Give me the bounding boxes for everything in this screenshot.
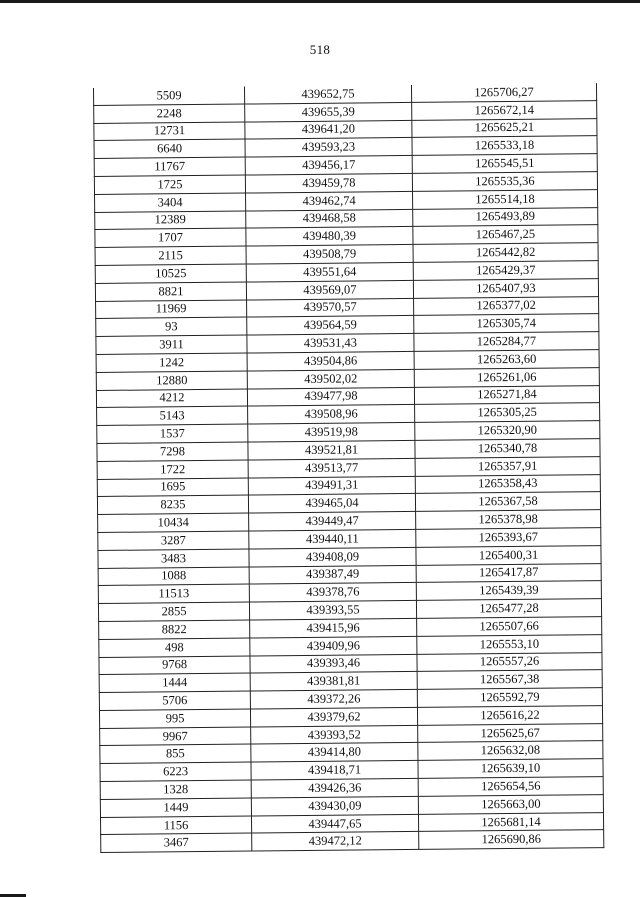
y-coordinate-cell: 1265625,21 [412, 118, 597, 138]
y-coordinate-cell: 1265535,36 [412, 172, 597, 192]
y-coordinate-cell: 1265429,37 [413, 261, 598, 281]
point-number-cell: 3287 [98, 531, 249, 550]
y-coordinate-cell: 1265514,18 [413, 189, 598, 209]
y-coordinate-cell: 1265305,74 [414, 314, 599, 334]
y-coordinate-cell: 1265378,98 [416, 510, 601, 530]
y-coordinate-cell: 1265284,77 [414, 332, 599, 352]
point-number-cell: 11969 [96, 300, 247, 319]
point-number-cell: 1695 [97, 478, 248, 497]
point-number-cell: 8235 [97, 495, 248, 514]
y-coordinate-cell: 1265477,28 [416, 599, 601, 619]
y-coordinate-cell: 1265672,14 [412, 100, 597, 120]
point-number-cell: 1537 [97, 424, 248, 443]
x-coordinate-cell: 439513,77 [248, 458, 415, 477]
y-coordinate-cell: 1265632,08 [418, 741, 603, 761]
y-coordinate-cell: 1265533,18 [412, 136, 597, 156]
y-coordinate-cell: 1265567,38 [417, 670, 602, 690]
y-coordinate-cell: 1265592,79 [417, 688, 602, 708]
point-number-cell: 5509 [93, 87, 244, 106]
y-coordinate-cell: 1265690,86 [419, 830, 604, 850]
page-number: 518 [309, 42, 331, 57]
x-coordinate-cell: 439415,96 [250, 618, 417, 637]
table-row [101, 830, 604, 853]
point-number-cell: 12389 [95, 211, 246, 230]
y-coordinate-cell: 1265320,90 [415, 421, 600, 441]
point-number-cell: 1449 [100, 798, 251, 817]
y-coordinate-cell: 1265493,89 [413, 207, 598, 227]
point-number-cell: 1444 [99, 673, 250, 692]
x-coordinate-cell: 439418,71 [251, 761, 418, 780]
y-coordinate-cell: 1265625,67 [418, 723, 603, 743]
x-coordinate-cell: 439462,74 [246, 191, 413, 210]
x-coordinate-cell: 439465,04 [248, 494, 415, 513]
y-coordinate-cell: 1265393,67 [416, 528, 601, 548]
x-coordinate-cell: 439393,46 [250, 654, 417, 673]
x-coordinate-cell: 439564,59 [247, 316, 414, 335]
point-number-cell: 498 [99, 638, 250, 657]
y-coordinate-cell: 1265507,66 [417, 617, 602, 637]
x-coordinate-cell: 439440,11 [249, 529, 416, 548]
point-number-cell: 3483 [98, 549, 249, 568]
x-coordinate-cell: 439449,47 [249, 512, 416, 531]
x-coordinate-cell: 439508,79 [246, 245, 413, 264]
coordinates-table [93, 83, 604, 853]
point-number-cell: 8821 [95, 282, 246, 301]
x-coordinate-cell: 439641,20 [245, 120, 412, 139]
y-coordinate-cell: 1265400,31 [416, 545, 601, 565]
x-coordinate-cell: 439393,55 [249, 601, 416, 620]
y-coordinate-cell: 1265442,82 [413, 243, 598, 263]
y-coordinate-cell: 1265545,51 [412, 154, 597, 174]
point-number-cell: 11513 [98, 584, 249, 603]
point-number-cell: 5143 [97, 406, 248, 425]
x-coordinate-cell: 439508,96 [248, 405, 415, 424]
point-number-cell: 3911 [96, 335, 247, 354]
x-coordinate-cell: 439426,36 [251, 778, 418, 797]
y-coordinate-cell: 1265357,91 [415, 456, 600, 476]
x-coordinate-cell: 439655,39 [245, 102, 412, 121]
y-coordinate-cell: 1265407,93 [413, 278, 598, 298]
x-coordinate-cell: 439372,26 [250, 690, 417, 709]
y-coordinate-cell: 1265377,02 [414, 296, 599, 316]
table-body [93, 83, 603, 853]
point-number-cell: 2855 [98, 602, 249, 621]
x-coordinate-cell: 439652,75 [244, 85, 411, 104]
x-coordinate-cell: 439472,12 [252, 832, 419, 851]
x-coordinate-cell: 439456,17 [245, 156, 412, 175]
point-number-cell: 1725 [94, 175, 245, 194]
y-coordinate-cell: 1265358,43 [415, 474, 600, 494]
point-number-cell: 10434 [98, 513, 249, 532]
point-number-cell: 1156 [100, 816, 251, 835]
x-coordinate-cell: 439387,49 [249, 565, 416, 584]
x-coordinate-cell: 439459,78 [245, 173, 412, 192]
y-coordinate-cell: 1265654,56 [418, 777, 603, 797]
point-number-cell: 2248 [94, 104, 245, 123]
point-number-cell: 8822 [99, 620, 250, 639]
point-number-cell: 11767 [94, 157, 245, 176]
point-number-cell: 1722 [97, 460, 248, 479]
x-coordinate-cell: 439491,31 [248, 476, 415, 495]
x-coordinate-cell: 439414,80 [251, 743, 418, 762]
x-coordinate-cell: 439521,81 [248, 440, 415, 459]
y-coordinate-cell: 1265261,06 [414, 367, 599, 387]
y-coordinate-cell: 1265271,84 [414, 385, 599, 405]
point-number-cell: 2115 [95, 246, 246, 265]
x-coordinate-cell: 439381,81 [250, 672, 417, 691]
y-coordinate-cell: 1265681,14 [418, 812, 603, 832]
y-coordinate-cell: 1265616,22 [417, 706, 602, 726]
point-number-cell: 1088 [98, 567, 249, 586]
point-number-cell: 93 [96, 317, 247, 336]
x-coordinate-cell: 439480,39 [246, 227, 413, 246]
y-coordinate-cell: 1265553,10 [417, 634, 602, 654]
x-coordinate-cell: 439468,58 [246, 209, 413, 228]
x-coordinate-cell: 439408,09 [249, 547, 416, 566]
x-coordinate-cell: 439409,96 [250, 636, 417, 655]
y-coordinate-cell: 1265467,25 [413, 225, 598, 245]
point-number-cell: 9768 [99, 656, 250, 675]
x-coordinate-cell: 439551,64 [246, 262, 413, 281]
x-coordinate-cell: 439519,98 [248, 423, 415, 442]
point-number-cell: 1707 [95, 228, 246, 247]
x-coordinate-cell: 439570,57 [247, 298, 414, 317]
x-coordinate-cell: 439379,62 [250, 707, 417, 726]
point-number-cell: 1242 [96, 353, 247, 372]
y-coordinate-cell: 1265439,39 [416, 581, 601, 601]
point-number-cell: 6640 [94, 139, 245, 158]
coordinates-table-container [93, 83, 602, 853]
point-number-cell: 12731 [94, 122, 245, 141]
y-coordinate-cell: 1265557,26 [417, 652, 602, 672]
point-number-cell: 10525 [95, 264, 246, 283]
point-number-cell: 7298 [97, 442, 248, 461]
point-number-cell: 3404 [95, 193, 246, 212]
point-number-cell: 995 [99, 709, 250, 728]
point-number-cell: 3467 [101, 833, 252, 852]
y-coordinate-cell: 1265417,87 [416, 563, 601, 583]
point-number-cell: 12880 [96, 371, 247, 390]
point-number-cell: 4212 [96, 389, 247, 408]
x-coordinate-cell: 439430,09 [251, 796, 418, 815]
x-coordinate-cell: 439569,07 [246, 280, 413, 299]
point-number-cell: 855 [100, 744, 251, 763]
point-number-cell: 6223 [100, 762, 251, 781]
x-coordinate-cell: 439593,23 [245, 138, 412, 157]
y-coordinate-cell: 1265639,10 [418, 759, 603, 779]
y-coordinate-cell: 1265340,78 [415, 439, 600, 459]
y-coordinate-cell: 1265706,27 [411, 83, 596, 102]
y-coordinate-cell: 1265367,58 [415, 492, 600, 512]
point-number-cell: 1328 [100, 780, 251, 799]
x-coordinate-cell: 439531,43 [247, 334, 414, 353]
x-coordinate-cell: 439378,76 [249, 583, 416, 602]
x-coordinate-cell: 439477,98 [247, 387, 414, 406]
y-coordinate-cell: 1265663,00 [418, 795, 603, 815]
point-number-cell: 5706 [99, 691, 250, 710]
x-coordinate-cell: 439502,02 [247, 369, 414, 388]
point-number-cell: 9967 [100, 727, 251, 746]
x-coordinate-cell: 439504,86 [247, 351, 414, 370]
y-coordinate-cell: 1265305,25 [415, 403, 600, 423]
x-coordinate-cell: 439447,65 [251, 814, 418, 833]
scan-edge-top [0, 0, 640, 3]
y-coordinate-cell: 1265263,60 [414, 350, 599, 370]
x-coordinate-cell: 439393,52 [251, 725, 418, 744]
